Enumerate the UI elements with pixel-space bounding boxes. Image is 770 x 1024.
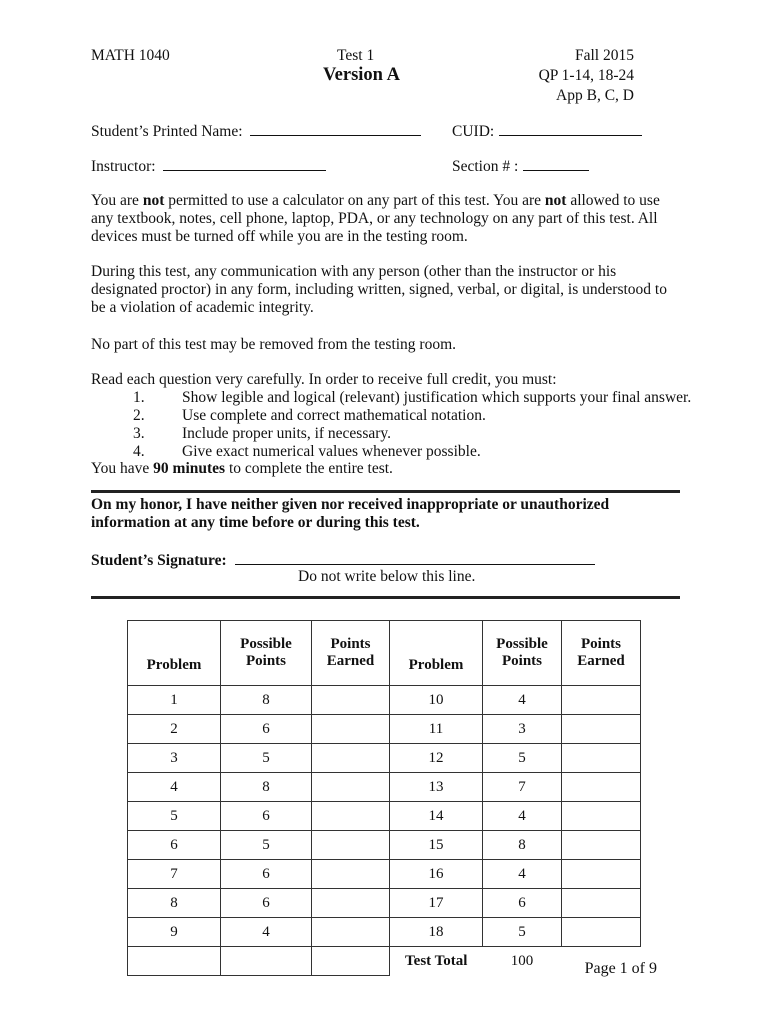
problem-number: 17 bbox=[390, 889, 483, 918]
problem-number: 6 bbox=[128, 831, 221, 860]
problem-number: 18 bbox=[390, 918, 483, 947]
time-limit: You have 90 minutes to complete the entire test. bbox=[91, 460, 393, 477]
table-row bbox=[128, 715, 641, 744]
table-row bbox=[128, 860, 641, 889]
points-earned-cell[interactable] bbox=[562, 918, 641, 947]
total-row bbox=[128, 947, 641, 976]
test-total-value: 100 bbox=[510, 952, 534, 969]
possible-points: 5 bbox=[221, 744, 312, 773]
test-total-label: Test Total bbox=[405, 952, 468, 969]
instructor-label: Instructor: bbox=[91, 158, 156, 175]
problem-number: 5 bbox=[128, 802, 221, 831]
section-label: Section # : bbox=[452, 158, 519, 175]
test-version: Version A bbox=[323, 65, 400, 85]
signature-label: Student’s Signature: bbox=[91, 552, 227, 569]
table-row bbox=[128, 831, 641, 860]
table-row bbox=[128, 889, 641, 918]
printed-name-label: Student’s Printed Name: bbox=[91, 123, 243, 140]
points-earned-cell[interactable] bbox=[562, 715, 641, 744]
bottom-divider bbox=[91, 596, 680, 599]
instructions-intro: Read each question very carefully. In order to receive full credit, you must: bbox=[91, 371, 557, 388]
test-number: Test 1 bbox=[337, 47, 375, 64]
possible-points: 8 bbox=[221, 686, 312, 715]
question-pool: QP 1-14, 18-24 bbox=[538, 67, 634, 84]
points-earned-cell[interactable] bbox=[312, 744, 390, 773]
rules-list bbox=[133, 389, 691, 461]
honor-statement: On my honor, I have neither given nor received inappropriate or unauthorized information at any time before or during this test. bbox=[91, 496, 610, 531]
problem-number: 14 bbox=[390, 802, 483, 831]
possible-points-header: Possible Points bbox=[221, 621, 312, 686]
appendices: App B, C, D bbox=[556, 87, 634, 104]
problem-header: Problem bbox=[128, 621, 221, 686]
instructor-blank[interactable] bbox=[163, 157, 326, 171]
points-earned-cell[interactable] bbox=[312, 715, 390, 744]
possible-points: 6 bbox=[221, 860, 312, 889]
problem-number: 10 bbox=[390, 686, 483, 715]
problem-number: 1 bbox=[128, 686, 221, 715]
points-earned-cell[interactable] bbox=[562, 744, 641, 773]
possible-points: 4 bbox=[483, 860, 562, 889]
points-earned-cell[interactable] bbox=[312, 686, 390, 715]
problem-number: 15 bbox=[390, 831, 483, 860]
points-earned-cell[interactable] bbox=[312, 918, 390, 947]
problem-number: 7 bbox=[128, 860, 221, 889]
cuid-label: CUID: bbox=[452, 123, 495, 140]
empty-cell bbox=[128, 947, 221, 976]
score-table bbox=[127, 620, 641, 976]
points-earned-cell[interactable] bbox=[312, 860, 390, 889]
possible-points: 4 bbox=[483, 686, 562, 715]
possible-points: 5 bbox=[221, 831, 312, 860]
problem-number: 8 bbox=[128, 889, 221, 918]
cuid-blank[interactable] bbox=[499, 122, 642, 136]
points-earned-cell[interactable] bbox=[312, 889, 390, 918]
list-item: 1. Show legible and logical (relevant) justification which supports your final answer. bbox=[133, 389, 692, 406]
points-earned-cell[interactable] bbox=[562, 773, 641, 802]
communication-policy: During this test, any communication with any person (other than the instructor or his designated proctor) in any form, including written, signed, verbal, or digital, is understood to be a violation of academic integrity. bbox=[91, 263, 667, 316]
problem-number: 13 bbox=[390, 773, 483, 802]
possible-points: 3 bbox=[483, 715, 562, 744]
empty-cell bbox=[221, 947, 312, 976]
possible-points: 6 bbox=[221, 889, 312, 918]
points-earned-header: Points Earned bbox=[312, 621, 390, 686]
list-item: 2. Use complete and correct mathematical notation. bbox=[133, 407, 486, 424]
possible-points: 5 bbox=[483, 744, 562, 773]
section-blank[interactable] bbox=[523, 157, 589, 171]
empty-cell bbox=[312, 947, 390, 976]
possible-points: 5 bbox=[483, 918, 562, 947]
points-earned-cell[interactable] bbox=[562, 686, 641, 715]
do-not-write-note: Do not write below this line. bbox=[298, 568, 476, 585]
possible-points: 4 bbox=[221, 918, 312, 947]
printed-name-blank[interactable] bbox=[250, 122, 421, 136]
problem-number: 3 bbox=[128, 744, 221, 773]
possible-points: 8 bbox=[483, 831, 562, 860]
calculator-policy: You are not permitted to use a calculator on any part of this test. You are not allowed to use any textbook, notes, cell phone, laptop, PDA, or any technology on any part of this test. All devices must be turned off while you are in the testing room. bbox=[91, 192, 660, 245]
printed-name-field[interactable] bbox=[91, 122, 421, 141]
cuid-field[interactable] bbox=[452, 122, 642, 141]
possible-points: 4 bbox=[483, 802, 562, 831]
points-earned-cell[interactable] bbox=[312, 802, 390, 831]
problem-number: 4 bbox=[128, 773, 221, 802]
signature-blank[interactable] bbox=[235, 551, 595, 565]
problem-number: 12 bbox=[390, 744, 483, 773]
points-earned-cell[interactable] bbox=[562, 860, 641, 889]
possible-points: 8 bbox=[221, 773, 312, 802]
points-earned-cell[interactable] bbox=[562, 802, 641, 831]
top-divider bbox=[91, 490, 680, 493]
section-field[interactable] bbox=[452, 157, 589, 176]
possible-points-header: Possible Points bbox=[483, 621, 562, 686]
table-row bbox=[128, 686, 641, 715]
table-header-row bbox=[128, 621, 641, 686]
points-earned-cell[interactable] bbox=[562, 889, 641, 918]
list-item: 3. Include proper units, if necessary. bbox=[133, 425, 392, 442]
removal-policy: No part of this test may be removed from the testing room. bbox=[91, 336, 457, 353]
table-row bbox=[128, 802, 641, 831]
problem-number: 9 bbox=[128, 918, 221, 947]
course-name: MATH 1040 bbox=[91, 47, 170, 64]
page-number: Page 1 of 9 bbox=[584, 960, 657, 977]
problem-number: 16 bbox=[390, 860, 483, 889]
table-row bbox=[128, 773, 641, 802]
problem-number: 11 bbox=[390, 715, 483, 744]
table-row bbox=[128, 744, 641, 773]
list-item: 4. Give exact numerical values whenever possible. bbox=[133, 443, 481, 460]
points-earned-cell[interactable] bbox=[312, 773, 390, 802]
possible-points: 7 bbox=[483, 773, 562, 802]
points-earned-cell[interactable] bbox=[312, 831, 390, 860]
instructor-field[interactable] bbox=[91, 157, 326, 176]
possible-points: 6 bbox=[221, 715, 312, 744]
points-earned-cell[interactable] bbox=[562, 831, 641, 860]
possible-points: 6 bbox=[483, 889, 562, 918]
term: Fall 2015 bbox=[575, 47, 634, 64]
points-earned-header: Points Earned bbox=[562, 621, 641, 686]
problem-number: 2 bbox=[128, 715, 221, 744]
problem-header: Problem bbox=[390, 621, 483, 686]
possible-points: 6 bbox=[221, 802, 312, 831]
table-row bbox=[128, 918, 641, 947]
